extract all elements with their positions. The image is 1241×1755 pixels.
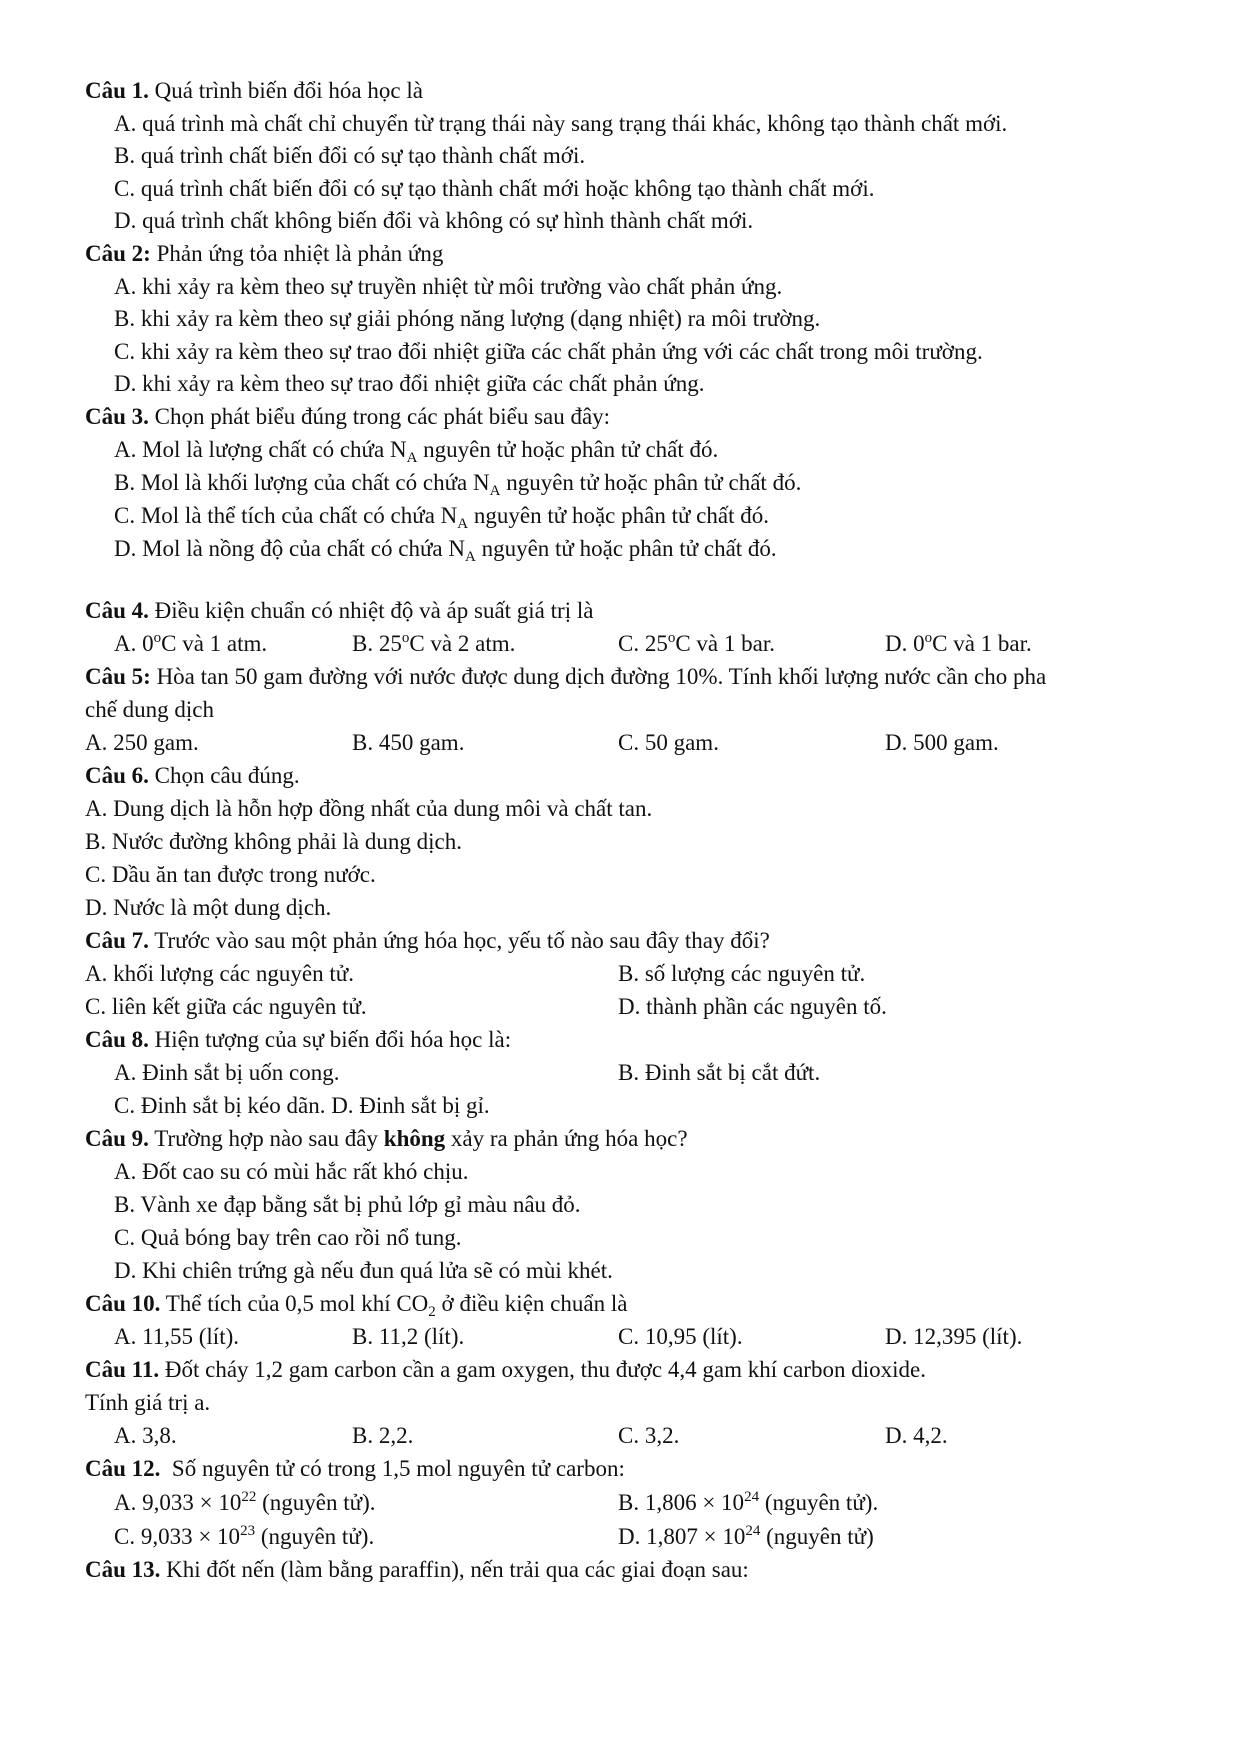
option-d: D. quá trình chất không biến đổi và không có sự hình thành chất mới. [114,208,754,233]
option-d: D. 500 gam. [885,730,999,755]
question-2 [85,240,443,268]
question-9: Câu 9. Trường hợp nào sau đây không xảy ra phản ứng hóa học? [85,1126,688,1151]
question-text-cont: chế dung dịch [85,697,215,722]
option-a: A. Dung dịch là hỗn hợp đồng nhất của dung môi và chất tan. [85,796,653,821]
option-b: B. $1,806 \times 10^{24}$ (nguyên tử). [618,1489,879,1515]
option-a: A. 11,55 (lít). [114,1324,239,1349]
question-10: Câu 10. Thể tích của 0,5 mol khí $CO_2$ ở điều kiện chuẩn là [85,1291,628,1320]
option-c: C. quá trình chất biến đổi có sự tạo thành chất mới hoặc không tạo thành chất mới. [114,176,875,201]
question-label: Câu 5: [85,664,151,689]
option-b: B. khi xảy ra kèm theo sự giải phóng năng lượng (dạng nhiệt) ra môi trường. [114,306,821,331]
option-c: C. liên kết giữa các nguyên tử. [85,994,367,1019]
option-a: A. 3,8. [114,1423,177,1448]
option-b: B. quá trình chất biến đổi có sự tạo thành chất mới. [114,143,586,168]
option-c: C. 10,95 (lít). [618,1324,743,1349]
option-b: B. 25$^o$C và 2 atm. [352,630,516,656]
option-c: C. Dầu ăn tan được trong nước. [85,862,376,887]
option-b: B. 11,2 (lít). [352,1324,465,1349]
question-text: Chọn câu đúng. [154,763,300,788]
option-d: D. khi xảy ra kèm theo sự trao đổi nhiệt giữa các chất phản ứng. [114,371,705,396]
question-7 [85,927,770,955]
option-b: B. Nước đường không phải là dung dịch. [85,829,462,854]
question-label: Câu 11. [85,1357,160,1382]
question-text: Phản ứng tỏa nhiệt là phản ứng [156,241,444,266]
question-4 [85,597,593,625]
option-a: A. Đốt cao su có mùi hắc rất khó chịu. [114,1159,469,1184]
question-label: Câu 7. [85,928,149,953]
option-c: C. 50 gam. [618,730,719,755]
question-text: Trước vào sau một phản ứng hóa học, yếu tố nào sau đây thay đổi? [148,928,770,953]
question-label: Câu 8. [85,1027,149,1052]
option-c-d: C. Đinh sắt bị kéo dãn. D. Đinh sắt bị gỉ. [114,1093,490,1118]
option-a: A. 250 gam. [85,730,199,755]
question-3 [85,403,610,431]
question-text: Chọn phát biểu đúng trong các phát biểu sau đây: [154,404,611,429]
option-a: A. Mol là lượng chất có chứa $N_A$ nguyên tử hoặc phân tử chất đó. [114,437,719,466]
option-d: D. 0$^o$C và 1 bar. [885,630,1032,656]
question-text-cont: Tính giá trị a. [85,1390,211,1415]
question-label: Câu 13. [85,1557,161,1582]
option-b: B. 2,2. [352,1423,414,1448]
question-text: Quá trình biến đổi hóa học là [154,78,423,103]
question-label: Câu 2: [85,241,151,266]
option-a: A. quá trình mà chất chỉ chuyển từ trạng thái này sang trạng thái khác, không tạo thành chất mới. [114,111,1008,136]
question-text: Đốt cháy 1,2 gam carbon cần a gam oxygen, thu được 4,4 gam khí carbon dioxide. [164,1357,926,1382]
option-b: B. Vành xe đạp bằng sắt bị phủ lớp gỉ màu nâu đỏ. [114,1192,581,1217]
option-d: D. 4,2. [885,1423,948,1448]
option-c: C. Mol là thể tích của chất có chứa $N_A$ nguyên tử hoặc phân tử chất đó. [114,503,769,532]
question-6 [85,762,300,790]
question-5 [85,663,1046,691]
question-label: Câu 3. [85,404,149,429]
option-a: A. Đinh sắt bị uốn cong. [114,1060,340,1085]
option-c: C. 25$^o$C và 1 bar. [618,630,775,656]
question-13 [85,1556,749,1584]
option-a: A. khối lượng các nguyên tử. [85,961,354,986]
option-d: D. Nước là một dung dịch. [85,895,332,920]
question-text: Khi đốt nến (làm bằng paraffin), nến trải qua các giai đoạn sau: [166,1557,749,1582]
question-text: Số nguyên tử có trong 1,5 mol nguyên tử carbon: [160,1456,625,1481]
question-11 [85,1356,926,1384]
option-d: D. thành phần các nguyên tố. [618,994,887,1019]
question-label: Câu 4. [85,598,149,623]
question-text: Hiện tượng của sự biến đổi hóa học là: [154,1027,512,1052]
option-b: B. Đinh sắt bị cắt đứt. [618,1060,821,1085]
option-a: A. khi xảy ra kèm theo sự truyền nhiệt từ môi trường vào chất phản ứng. [114,274,783,299]
option-c: C. khi xảy ra kèm theo sự trao đổi nhiệt giữa các chất phản ứng với các chất trong môi trường. [114,339,983,364]
option-d: D. 12,395 (lít). [885,1324,1023,1349]
option-b: B. Mol là khối lượng của chất có chứa $N_A$ nguyên tử hoặc phân tử chất đó. [114,470,802,499]
question-8 [85,1026,511,1054]
option-c: C. Quả bóng bay trên cao rồi nổ tung. [114,1225,462,1250]
option-c: C. 3,2. [618,1423,680,1448]
question-1 [85,77,423,105]
option-d: D. Mol là nồng độ của chất có chứa $N_A$ nguyên tử hoặc phân tử chất đó. [114,536,777,565]
question-text: Hòa tan 50 gam đường với nước được dung dịch đường 10%. Tính khối lượng nước cần cho pha [156,664,1047,689]
question-text: Điều kiện chuẩn có nhiệt độ và áp suất giá trị là [154,598,594,623]
option-c: C. $9,033 \times 10^{23}$ (nguyên tử). [114,1523,375,1549]
question-label: Câu 6. [85,763,149,788]
option-a: A. 0$^o$C và 1 atm. [114,630,268,656]
question-12 [85,1455,625,1483]
option-b: B. 450 gam. [352,730,465,755]
question-label: Câu 10. [85,1291,161,1316]
question-label: Câu 9. [85,1126,149,1151]
option-a: A. $9,033 \times 10^{22}$ (nguyên tử). [114,1489,376,1515]
option-b: B. số lượng các nguyên tử. [618,961,866,986]
question-label: Câu 1. [85,78,149,103]
option-d: D. Khi chiên trứng gà nếu đun quá lửa sẽ có mùi khét. [114,1258,613,1283]
question-label: Câu 12. [85,1456,161,1481]
option-d: D. $1,807 \times 10^{24}$ (nguyên tử) [618,1523,874,1549]
